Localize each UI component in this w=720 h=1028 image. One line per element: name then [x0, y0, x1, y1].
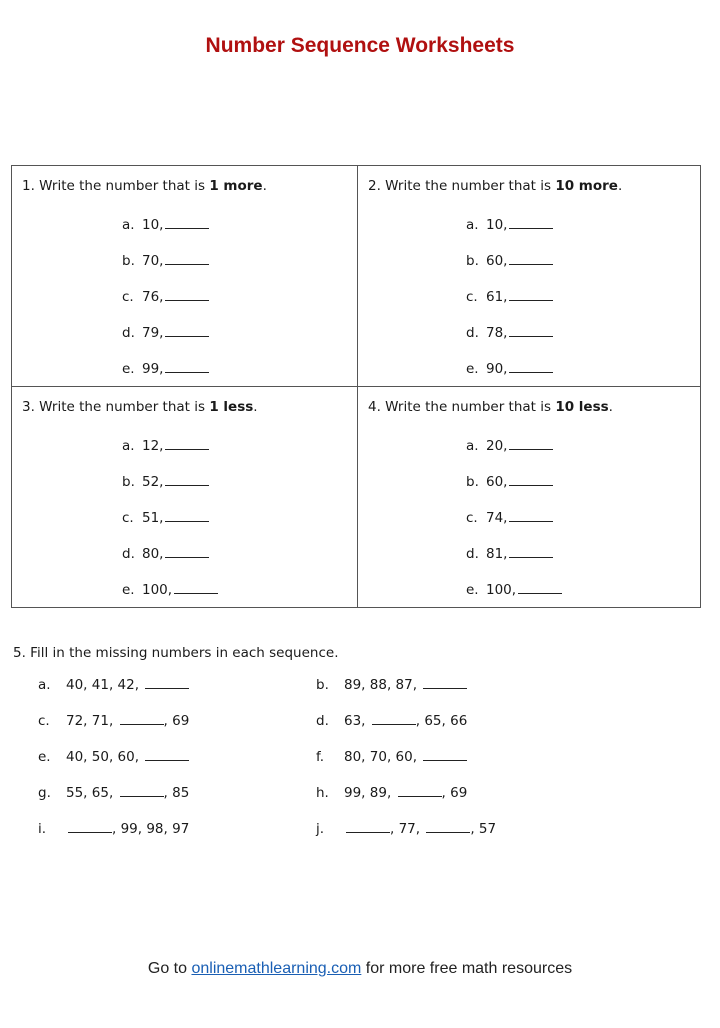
item-value: 80, — [142, 546, 164, 562]
sequence-item — [316, 784, 467, 801]
question-item — [122, 581, 218, 617]
answer-blank[interactable] — [165, 437, 209, 450]
sequence-item — [316, 748, 467, 765]
sequence-text: 40, 50, 60, — [66, 749, 144, 765]
question-item — [466, 545, 562, 581]
question-item — [466, 252, 553, 288]
question-5-prompt: 5. Fill in the missing numbers in each sequence. — [13, 645, 339, 661]
sequence-text: 72, 71, — [66, 713, 118, 729]
footer-post: for more free math resources — [361, 960, 573, 977]
item-letter: j. — [316, 821, 325, 837]
item-value: 52, — [142, 474, 164, 490]
sequence-item — [316, 676, 467, 693]
question-item — [466, 473, 562, 509]
item-letter: d. — [316, 713, 329, 729]
question-item — [122, 509, 218, 545]
question-item — [466, 437, 562, 473]
sequence-item — [38, 820, 189, 837]
sequence-text: 63, — [344, 713, 370, 729]
question-1-items — [122, 216, 209, 396]
footer — [0, 960, 720, 978]
item-value: 60, — [486, 474, 508, 490]
sequence-item — [38, 748, 189, 765]
answer-blank[interactable] — [509, 473, 553, 486]
sequence-text: 80, 70, 60, — [344, 749, 422, 765]
sequence-text: , 77, — [390, 821, 425, 837]
sequence-text: , 85 — [163, 785, 190, 801]
answer-blank[interactable] — [165, 288, 209, 301]
answer-blank[interactable] — [145, 676, 189, 689]
sequence-text: 89, 88, 87, — [344, 677, 422, 693]
question-4-prompt: 4. Write the number that is 10 less. — [368, 399, 613, 415]
answer-blank[interactable] — [68, 820, 112, 833]
question-2-prompt: 2. Write the number that is 10 more. — [368, 178, 623, 194]
item-value: 78, — [486, 325, 508, 341]
answer-blank[interactable] — [165, 473, 209, 486]
item-value: 81, — [486, 546, 508, 562]
question-3-items — [122, 437, 218, 617]
item-letter: d. — [122, 325, 135, 341]
item-letter: e. — [466, 582, 479, 598]
item-value: 90, — [486, 361, 508, 377]
sequence-item — [316, 712, 467, 729]
question-item — [122, 437, 218, 473]
sequence-text: 40, 41, 42, — [66, 677, 144, 693]
answer-blank[interactable] — [509, 252, 553, 265]
question-item — [466, 288, 553, 324]
item-value: 60, — [486, 253, 508, 269]
answer-blank[interactable] — [423, 676, 467, 689]
item-letter: a. — [122, 438, 135, 454]
answer-blank[interactable] — [509, 216, 553, 229]
answer-blank[interactable] — [398, 784, 442, 797]
item-letter: a. — [122, 217, 135, 233]
item-value: 20, — [486, 438, 508, 454]
answer-blank[interactable] — [165, 509, 209, 522]
question-4-cell — [358, 387, 700, 607]
item-letter: c. — [38, 713, 50, 729]
item-letter: a. — [466, 217, 479, 233]
question-item — [466, 581, 562, 617]
question-item — [466, 216, 553, 252]
item-value: 76, — [142, 289, 164, 305]
answer-blank[interactable] — [509, 509, 553, 522]
page-title: Number Sequence Worksheets — [205, 34, 515, 57]
item-value: 12, — [142, 438, 164, 454]
answer-blank[interactable] — [165, 324, 209, 337]
answer-blank[interactable] — [509, 437, 553, 450]
question-2-items — [466, 216, 553, 396]
item-letter: e. — [466, 361, 479, 377]
item-letter: d. — [466, 546, 479, 562]
sequence-item — [316, 820, 496, 837]
item-letter: e. — [122, 361, 135, 377]
question-item — [466, 509, 562, 545]
item-value: 61, — [486, 289, 508, 305]
answer-blank[interactable] — [509, 324, 553, 337]
answer-blank[interactable] — [165, 360, 209, 373]
item-letter: e. — [122, 582, 135, 598]
item-value: 79, — [142, 325, 164, 341]
item-value: 74, — [486, 510, 508, 526]
answer-blank[interactable] — [426, 820, 470, 833]
item-letter: b. — [122, 474, 135, 490]
answer-blank[interactable] — [509, 545, 553, 558]
item-letter: b. — [466, 253, 479, 269]
answer-blank[interactable] — [509, 288, 553, 301]
item-value: 100, — [486, 582, 517, 598]
item-value: 51, — [142, 510, 164, 526]
question-4-items — [466, 437, 562, 617]
item-letter: c. — [122, 289, 134, 305]
answer-blank[interactable] — [165, 545, 209, 558]
answer-blank[interactable] — [372, 712, 416, 725]
question-2-cell — [358, 166, 700, 387]
question-item — [122, 288, 209, 324]
item-letter: f. — [316, 749, 325, 765]
item-letter: b. — [466, 474, 479, 490]
answer-blank[interactable] — [120, 712, 164, 725]
item-letter: h. — [316, 785, 329, 801]
item-letter: i. — [38, 821, 47, 837]
item-letter: d. — [466, 325, 479, 341]
item-letter: c. — [466, 289, 478, 305]
answer-blank[interactable] — [165, 216, 209, 229]
sequence-text: 99, 89, — [344, 785, 396, 801]
question-3-cell — [12, 387, 358, 607]
sequence-text: , 99, 98, 97 — [112, 821, 190, 837]
answer-blank[interactable] — [165, 252, 209, 265]
answer-blank[interactable] — [423, 748, 467, 761]
item-letter: a. — [466, 438, 479, 454]
item-letter: d. — [122, 546, 135, 562]
question-3-prompt: 3. Write the number that is 1 less. — [22, 399, 258, 415]
item-value: 100, — [142, 582, 173, 598]
footer-link[interactable]: onlinemathlearning.com — [191, 960, 362, 977]
question-item — [466, 324, 553, 360]
sequence-text: , 69 — [441, 785, 468, 801]
item-letter: g. — [38, 785, 51, 801]
sequence-item — [38, 676, 189, 693]
answer-blank[interactable] — [174, 581, 218, 594]
answer-blank[interactable] — [120, 784, 164, 797]
item-letter: b. — [122, 253, 135, 269]
item-letter: c. — [466, 510, 478, 526]
question-item — [122, 545, 218, 581]
question-item — [122, 252, 209, 288]
item-letter: e. — [38, 749, 51, 765]
item-letter: a. — [38, 677, 51, 693]
question-item — [122, 473, 218, 509]
answer-blank[interactable] — [509, 360, 553, 373]
sequence-item — [38, 712, 189, 729]
sequence-text: 55, 65, — [66, 785, 118, 801]
answer-blank[interactable] — [518, 581, 562, 594]
sequence-text: , 69 — [163, 713, 190, 729]
item-value: 99, — [142, 361, 164, 377]
item-value: 10, — [486, 217, 508, 233]
question-item — [122, 216, 209, 252]
item-letter: b. — [316, 677, 329, 693]
answer-blank[interactable] — [346, 820, 390, 833]
question-1-cell — [12, 166, 358, 387]
question-item — [122, 324, 209, 360]
item-value: 70, — [142, 253, 164, 269]
question-1-prompt: 1. Write the number that is 1 more. — [22, 178, 267, 194]
item-value: 10, — [142, 217, 164, 233]
sequence-item — [38, 784, 189, 801]
item-letter: c. — [122, 510, 134, 526]
answer-blank[interactable] — [145, 748, 189, 761]
sequence-text: , 65, 66 — [415, 713, 468, 729]
questions-grid — [11, 165, 701, 608]
footer-pre: Go to — [147, 960, 192, 977]
sequence-text: , 57 — [470, 821, 497, 837]
